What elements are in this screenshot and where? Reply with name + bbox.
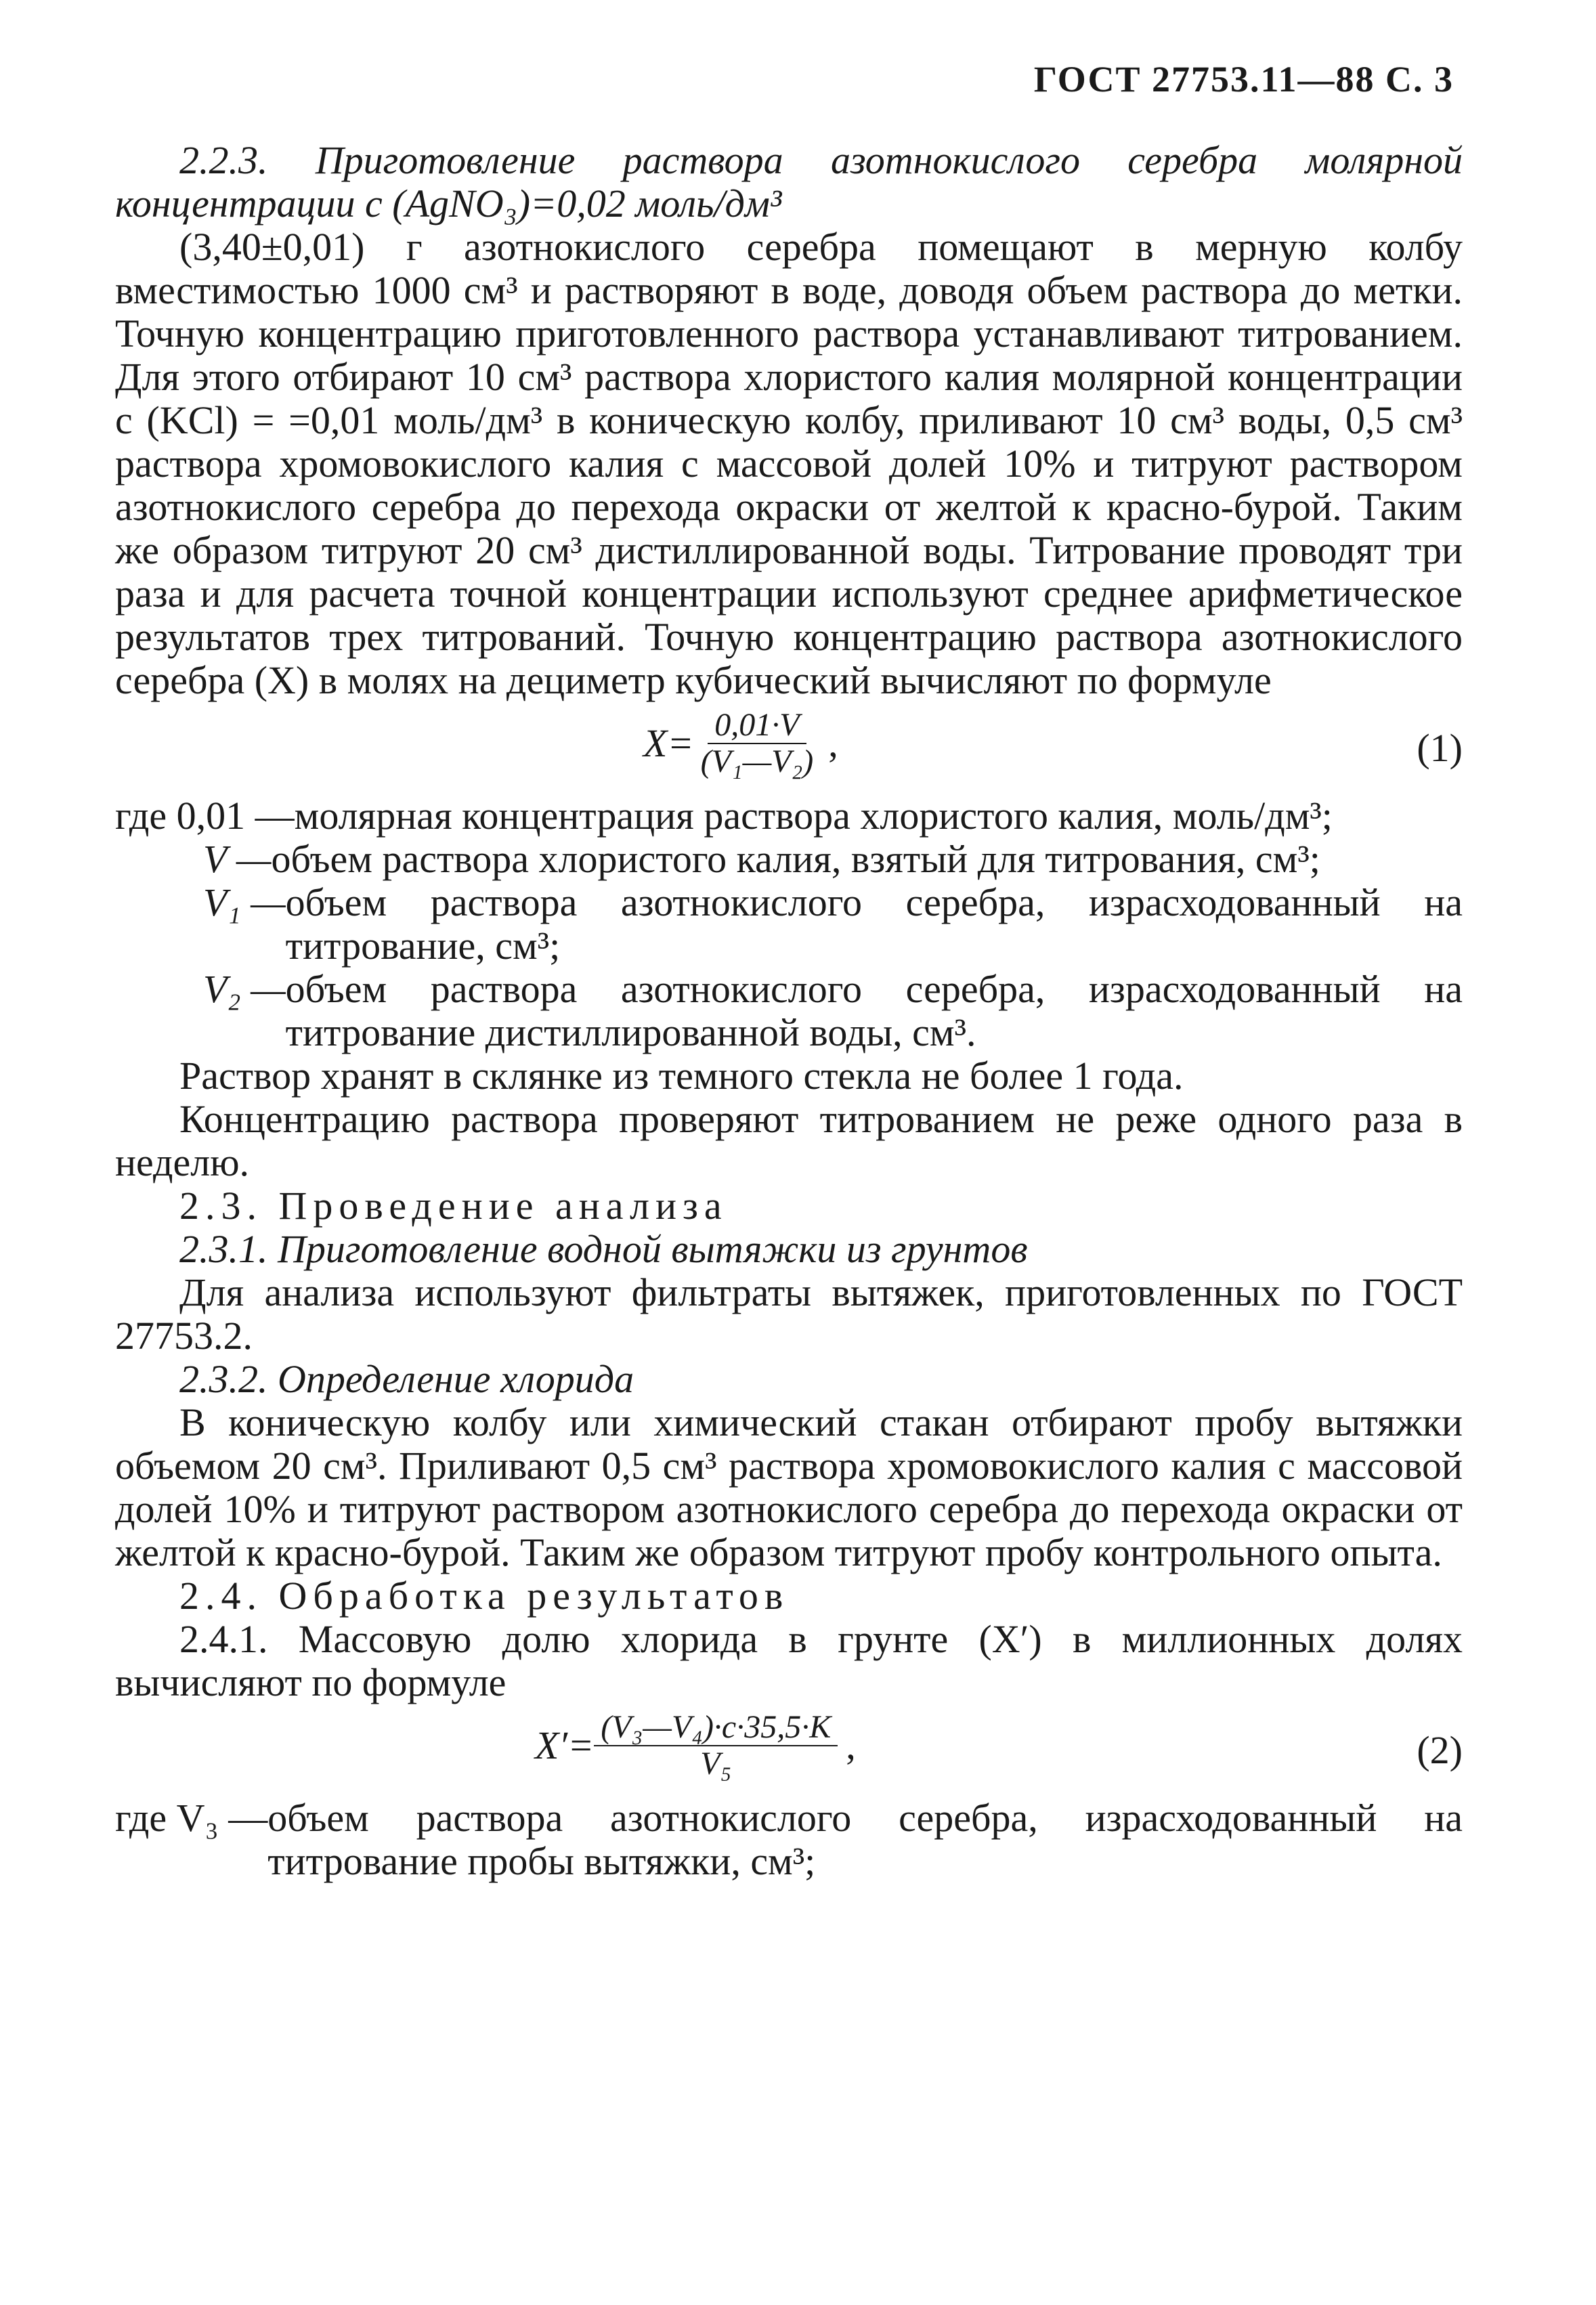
section-2-4-title: 2.4. Обработка результатов [179, 1574, 790, 1618]
formula-2-lhs: X′= [535, 1723, 595, 1767]
formula-2-tail: , [846, 1723, 856, 1767]
formula-2-number: (2) [1417, 1728, 1463, 1772]
legend-description: объем раствора азотнокислого серебра, израсходованный на титрование, см³; [285, 880, 1463, 968]
legend-symbol: где 0,01 — [115, 794, 295, 838]
section-2-3-title: 2.3. Проведение анализа [179, 1184, 728, 1228]
legend-row [115, 968, 1463, 1054]
formula-1-number: (1) [1417, 726, 1463, 770]
section-2-3-2-body: В коническую колбу или химический стакан отбирают пробу вытяжки объемом 20 см³. Приливают 0,5 см³ раствора хромовокислого калия с массовой долей 10% и титруют раствором азотнокислого серебра до перехода окраски от желтой к красно-бурой. Таким же образом титруют пробу контрольного опыта. [115, 1400, 1463, 1574]
section-2-2-3-body: (3,40±0,01) г азотнокислого серебра помещают в мерную колбу вместимостью 1000 см³ и растворяют в воде, доводя объем раствора до метки. Точную концентрацию приготовленного раствора устанавливают титрованием. Для этого отбирают 10 см³ раствора хлористого калия молярной концентрации с (KCl) = =0,01 моль/дм³ в коническую колбу, приливают 10 см³ воды, 0,5 см³ раствора хромовокислого калия с массовой долей 10% и титруют раствором азотнокислого серебра до перехода окраски от желтой к красно-бурой. Таким же образом титруют 20 см³ дистиллированной воды. Титрование проводят три раза и для расчета точной концентрации используют среднее арифметическое результатов трех титрований. Точную концентрацию раствора азотнокислого серебра (X) в молях на дециметр кубический вычисляют по формуле [115, 225, 1463, 702]
formula-1-legend [115, 794, 1463, 1054]
formula-1-tail: , [828, 721, 838, 765]
storage-text: Раствор хранят в склянке из темного стекла не более 1 года. [179, 1054, 1184, 1098]
legend-row [115, 838, 1463, 881]
page-content [115, 139, 1463, 1883]
formula-2-fraction [594, 1710, 838, 1782]
section-2-2-3-title: 2.2.3. Приготовление раствора азотнокислого серебра молярной концентрации с (AgNO₃)=0,02 моль/дм³ [115, 138, 1463, 225]
formula-1-fraction [694, 708, 821, 779]
check-text: Концентрацию раствора проверяют титрованием не реже одного раза в неделю. [115, 1097, 1463, 1184]
legend-symbol: V — [203, 837, 272, 881]
legend-symbol: где V₃ — [115, 1796, 268, 1840]
legend-description: объем раствора азотнокислого серебра, израсходованный на титрование дистиллированной воды, см³. [285, 967, 1463, 1054]
formula-2-denominator: V₅ [700, 1746, 732, 1782]
section-2-3-1-title: 2.3.1. Приготовление водной вытяжки из грунтов [179, 1227, 1028, 1271]
formula-1-numerator: 0,01·V [708, 708, 806, 744]
page-header: ГОСТ 27753.11—88 С. 3 [1033, 59, 1454, 100]
legend-description: молярная концентрация раствора хлористого калия, моль/дм³; [294, 794, 1333, 838]
section-2-4-1-body: 2.4.1. Массовую долю хлорида в грунте (X′) в миллионных долях вычисляют по формуле [115, 1617, 1463, 1704]
legend-symbol: V₁ — [203, 880, 286, 924]
formula-2 [115, 1710, 1463, 1791]
section-2-3-1-body: Для анализа используют фильтраты вытяжек, приготовленных по ГОСТ 27753.2. [115, 1270, 1463, 1358]
legend-description: объем раствора хлористого калия, взятый для титрования, см³; [271, 837, 1320, 881]
legend-row [115, 794, 1463, 838]
formula-1 [115, 708, 1463, 789]
legend-row [115, 881, 1463, 968]
legend-row [115, 1796, 1463, 1883]
legend-symbol: V₂ — [203, 967, 286, 1011]
formula-1-lhs: X= [643, 721, 694, 765]
formula-2-numerator: (V₃—V₄)·c·35,5·K [594, 1710, 838, 1746]
formula-1-denominator: (V₁—V₂) [700, 744, 814, 779]
legend-description: объем раствора азотнокислого серебра, израсходованный на титрование пробы вытяжки, см³; [267, 1796, 1463, 1883]
section-2-3-2-title: 2.3.2. Определение хлорида [179, 1357, 634, 1401]
formula-2-legend [115, 1796, 1463, 1883]
